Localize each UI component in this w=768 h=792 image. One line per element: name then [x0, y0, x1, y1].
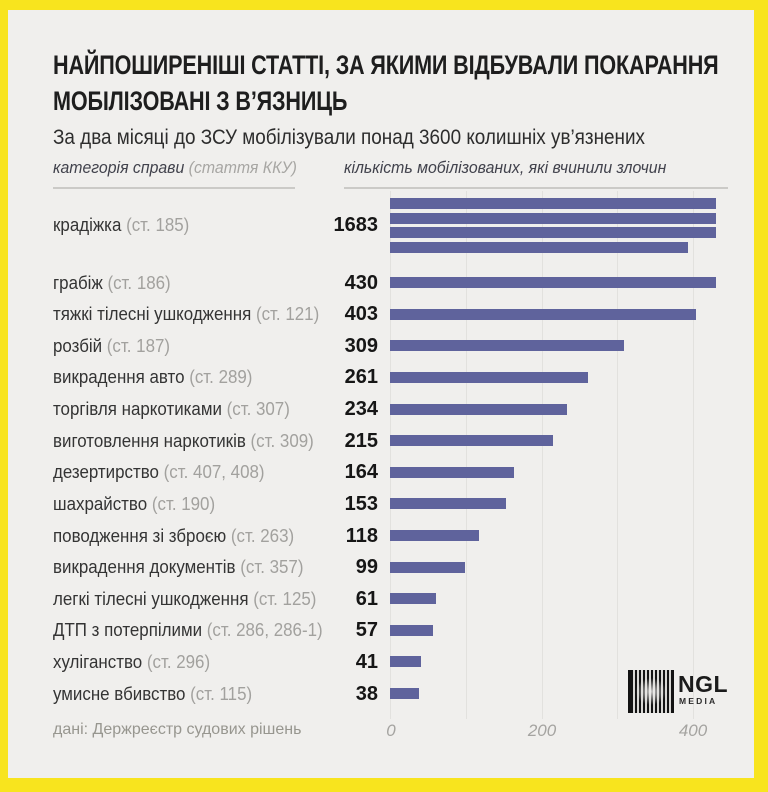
logo-sub-text: MEDIA	[679, 696, 718, 706]
page-subtitle: За два місяці до ЗСУ мобілізували понад 3600 колишніх ув’язнених	[53, 126, 645, 149]
row-value: 61	[355, 587, 378, 610]
bar-segment	[390, 562, 465, 573]
row-label	[53, 619, 323, 641]
row-label-text: викрадення авто	[53, 367, 190, 388]
row-label-text: поводження зі зброєю	[53, 525, 231, 546]
row-label-text: виготовлення наркотиків	[53, 430, 251, 451]
logo-name-text: NGL	[678, 671, 729, 697]
gridline-0	[390, 191, 391, 719]
bar-segment	[390, 435, 553, 446]
row-article-text: (ст. 407, 408)	[163, 462, 265, 483]
bar-segment	[390, 593, 436, 604]
row-label	[53, 651, 210, 673]
row-label	[53, 398, 290, 420]
row-label-text: крадіжка	[53, 215, 127, 236]
bar-segment	[390, 625, 433, 636]
bar-segment	[390, 277, 716, 288]
row-value: 1683	[333, 214, 378, 237]
gridline-400	[693, 191, 694, 719]
row-value: 403	[344, 303, 378, 326]
row-value: 309	[344, 334, 378, 357]
row-label	[53, 335, 170, 357]
row-article-text: (ст. 125)	[253, 588, 317, 609]
row-label-text: торгівля наркотиками	[53, 399, 227, 419]
row-value: 164	[344, 461, 378, 484]
column-header-category-note: (стаття ККУ)	[188, 159, 297, 177]
bar-segment	[390, 198, 716, 209]
barcode-logo-icon	[628, 670, 674, 713]
bar-segment	[390, 656, 421, 667]
bar-segment	[390, 309, 696, 320]
bar-segment	[390, 688, 419, 699]
row-label-text: тяжкі тілесні ушкодження	[53, 304, 256, 325]
gridline-100	[466, 191, 467, 719]
row-label	[53, 461, 265, 483]
row-value: 99	[355, 556, 378, 579]
column-header-category-label: категорія справи	[53, 159, 185, 177]
row-label	[53, 493, 215, 515]
row-value: 153	[344, 492, 378, 515]
row-label	[53, 366, 252, 388]
row-label-text: ДТП з потерпілими	[53, 620, 207, 641]
row-label-text: дезертирство	[53, 462, 164, 483]
row-value: 430	[344, 271, 378, 294]
row-value: 38	[355, 682, 378, 705]
bar-segment	[390, 372, 588, 383]
row-value: 234	[344, 398, 378, 420]
row-article-text: (ст. 357)	[240, 557, 304, 578]
bar-segment	[390, 340, 624, 351]
row-label	[53, 430, 314, 452]
row-label-text: шахрайство	[53, 493, 152, 514]
ngl-media-logo	[628, 670, 748, 722]
row-article-text: (ст. 263)	[230, 525, 295, 546]
page-title-line2: МОБІЛІЗОВАНІ З В’ЯЗНИЦЬ	[53, 86, 348, 116]
row-article-text: (ст. 187)	[106, 335, 171, 356]
row-value: 261	[344, 366, 378, 389]
axis-tick-400: 400	[678, 721, 708, 740]
page-title-line1: НАЙПОШИРЕНІШІ СТАТТІ, ЗА ЯКИМИ ВІДБУВАЛИ ПОКАРАННЯ	[53, 50, 719, 80]
bar-segment	[390, 242, 688, 253]
column-header-category	[53, 159, 297, 178]
data-source-note: дані: Держреєстр судових рішень	[53, 721, 302, 738]
category-column-rule	[53, 187, 295, 189]
row-article-text: (ст. 121)	[255, 304, 320, 325]
row-label-text: розбій	[53, 335, 107, 356]
row-value: 41	[355, 650, 378, 673]
row-article-text: (ст. 289)	[189, 367, 253, 388]
row-label-text: грабіж	[53, 272, 108, 293]
row-value: 57	[355, 619, 378, 642]
row-label	[53, 303, 319, 325]
axis-tick-200: 200	[527, 721, 557, 740]
row-article-text: (ст. 296)	[146, 651, 211, 672]
row-label-text: легкі тілесні ушкодження	[53, 588, 254, 609]
bar-segment	[390, 467, 514, 478]
row-article-text: (ст. 186)	[107, 272, 171, 293]
row-label-text: хуліганство	[53, 651, 147, 672]
row-article-text: (ст. 115)	[190, 683, 253, 704]
row-label	[53, 525, 294, 547]
row-label-text: викрадення документів	[53, 557, 241, 578]
gridline-300	[617, 191, 618, 719]
bar-segment	[390, 530, 479, 541]
axis-tick-0: 0	[386, 721, 396, 740]
row-article-text: (ст. 307)	[226, 399, 290, 419]
row-article-text: (ст. 286, 286-1)	[206, 620, 323, 641]
row-article-text: (ст. 309)	[250, 430, 314, 451]
row-value: 118	[345, 524, 378, 547]
bar-segment	[390, 404, 567, 415]
infographic-canvas	[8, 10, 754, 778]
row-label-text: умисне вбивство	[53, 683, 191, 704]
row-article-text: (ст. 190)	[151, 493, 216, 514]
row-label	[53, 272, 171, 294]
row-label	[53, 588, 316, 610]
bar-segment	[390, 213, 716, 224]
row-article-text: (ст. 185)	[126, 215, 190, 236]
chart-column-rule	[344, 187, 728, 189]
gridline-200	[542, 191, 543, 719]
row-label	[53, 214, 189, 236]
bar-segment	[390, 498, 506, 509]
row-value: 215	[344, 429, 378, 452]
row-label	[53, 683, 252, 705]
column-header-count: кількість мобілізованих, які вчинили злочин	[344, 159, 667, 177]
bar-segment	[390, 227, 716, 238]
row-label	[53, 556, 303, 578]
